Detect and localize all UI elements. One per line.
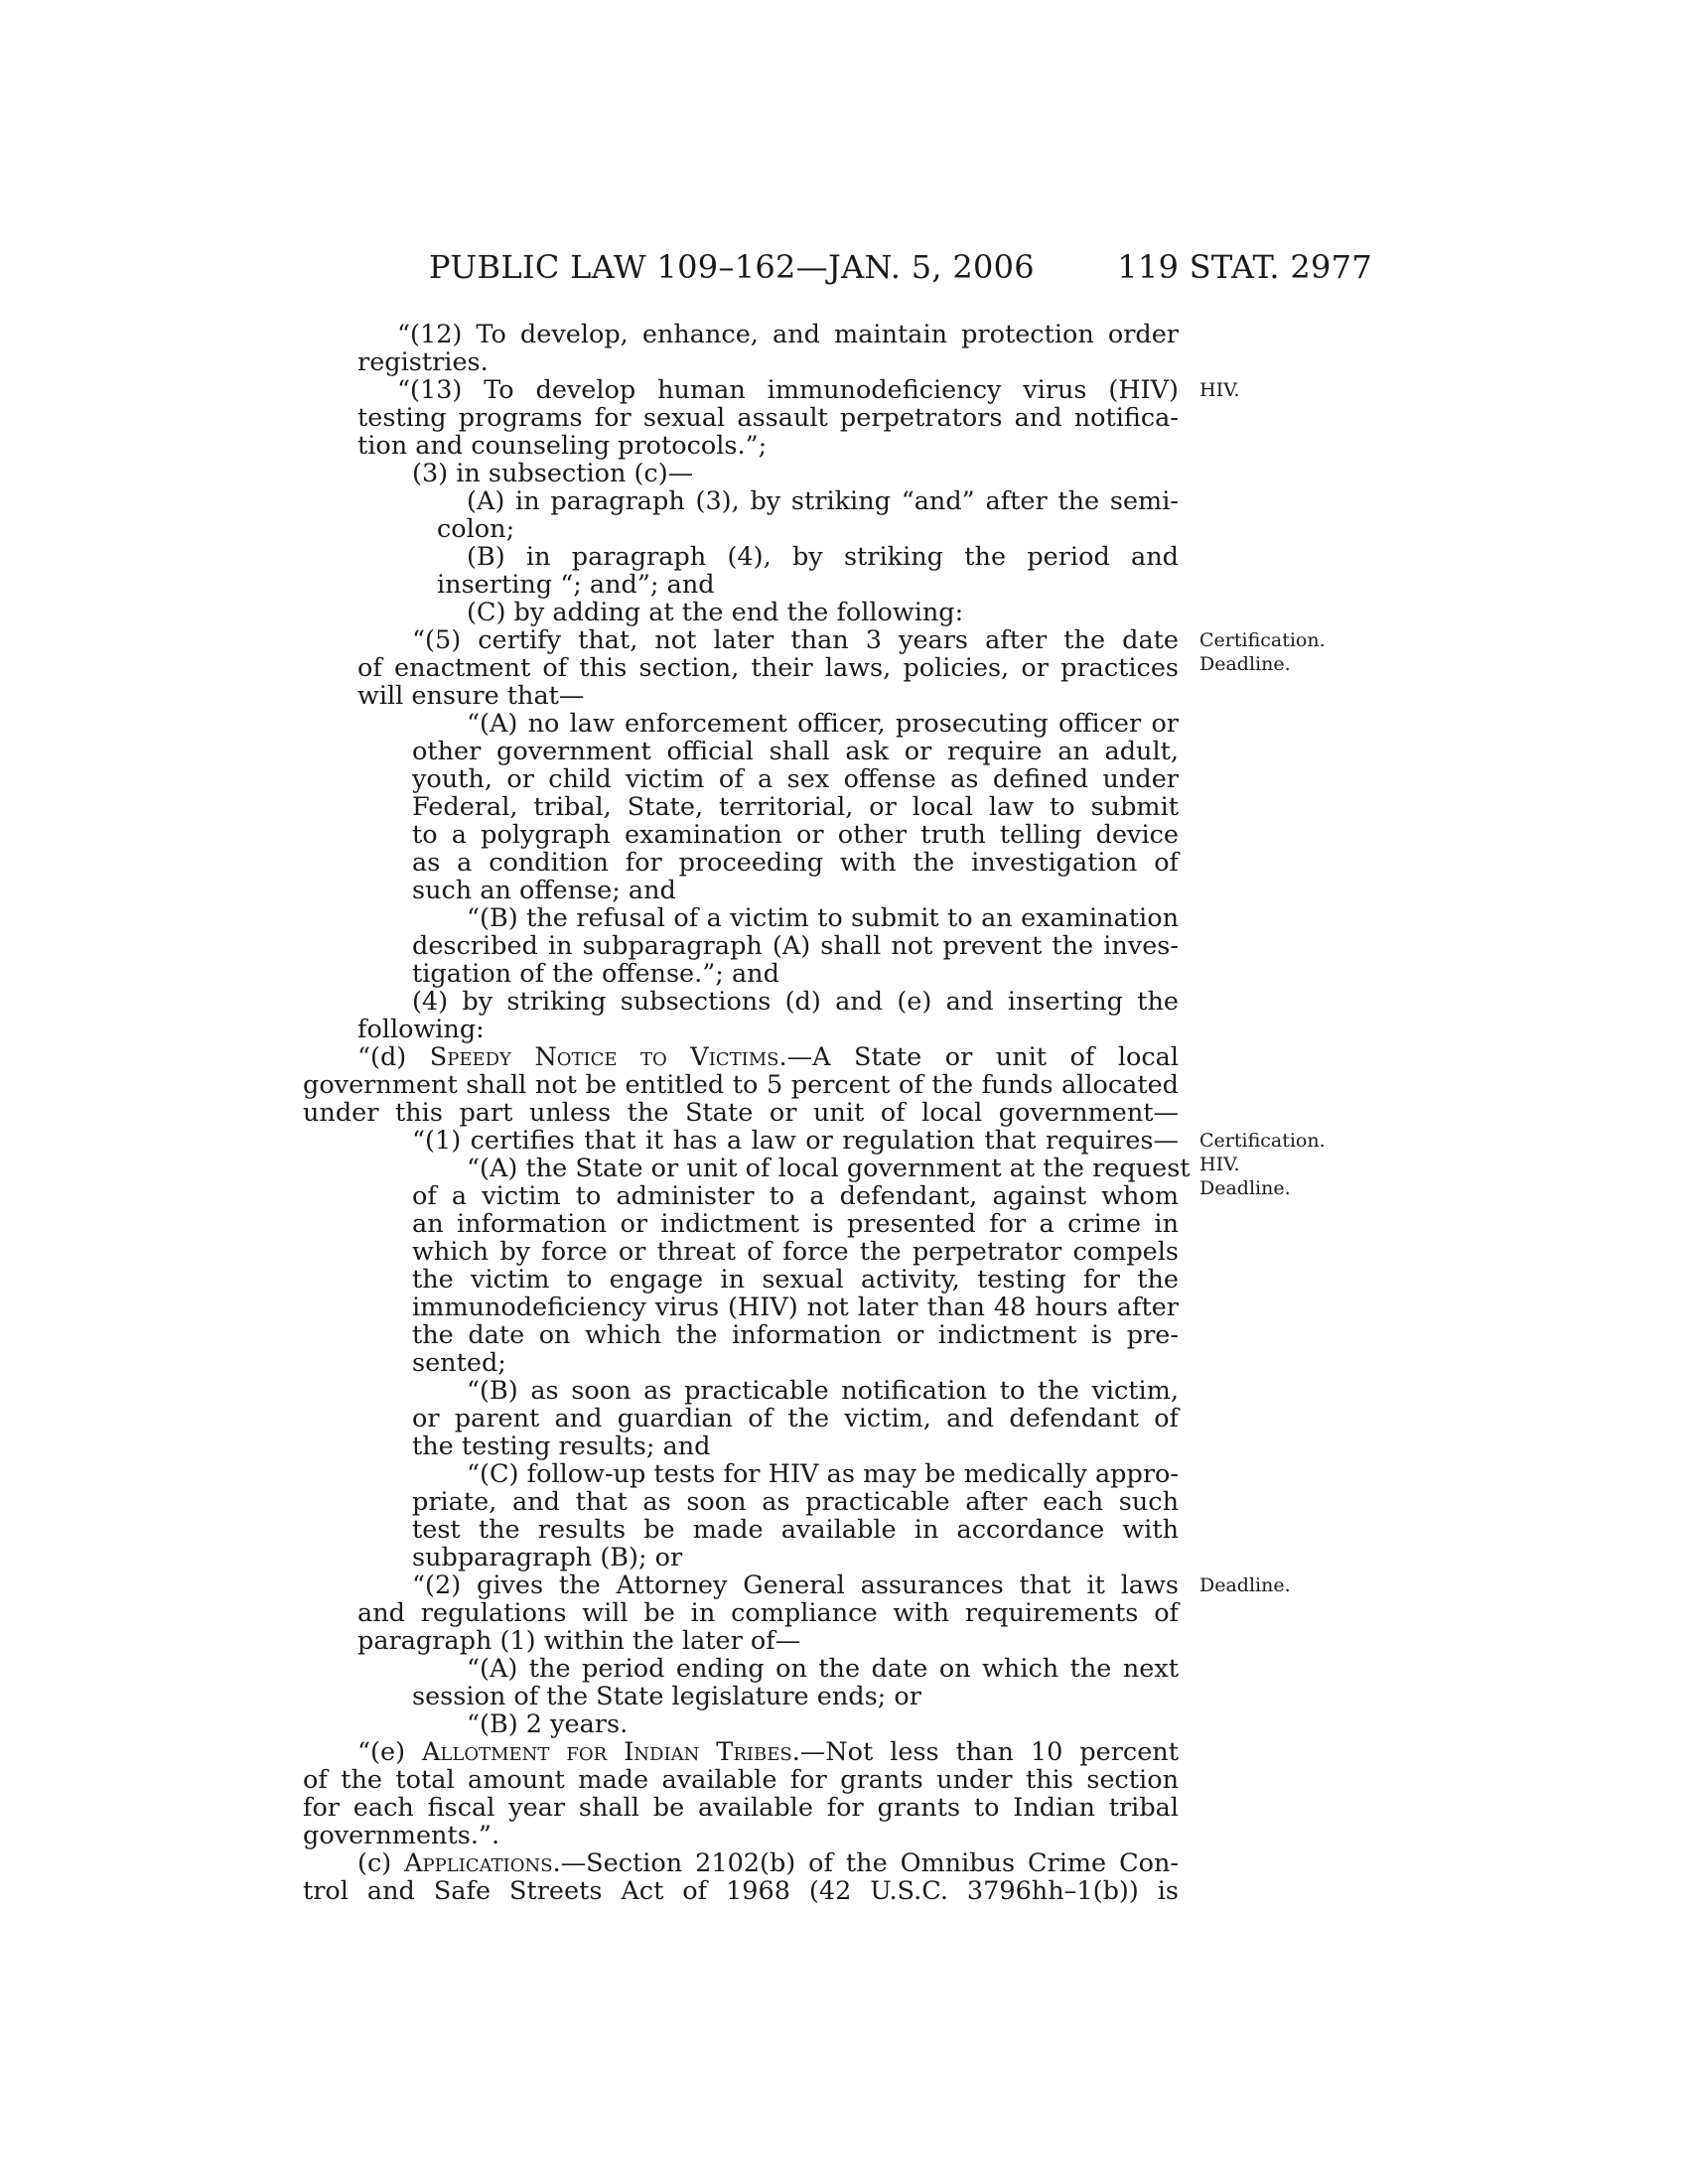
text-line: to a polygraph examination or other truth telling device (412, 820, 1179, 850)
text-line: (4) by striking subsections (d) and (e) and inserting the (412, 987, 1179, 1017)
text-line: “(2) gives the Attorney General assurances that it laws (412, 1570, 1179, 1600)
text-line: “(A) the period ending on the date on which the next (467, 1654, 1179, 1684)
margin-note-hiv: HIV. (1199, 379, 1240, 401)
text-line: sented; (412, 1348, 506, 1378)
text-line (357, 1738, 1179, 1766)
text-line: immunodeficiency virus (HIV) not later than 48 hours after (412, 1293, 1179, 1322)
subsection-heading: Speedy Notice to Victims (429, 1042, 779, 1072)
text-line: registries. (357, 347, 489, 377)
text-line: colon; (437, 514, 515, 544)
margin-note-certification: Certification. (1199, 1130, 1326, 1152)
text-line: subparagraph (B); or (412, 1543, 683, 1572)
text-line: such an offense; and (412, 876, 676, 905)
text-line: under this part unless the State or unit of local government— (303, 1098, 1179, 1128)
text-line: of the total amount made available for grants under this section (303, 1765, 1179, 1795)
text-line: “(13) To develop human immunodeficiency virus (HIV) (397, 375, 1179, 405)
text-line: “(B) as soon as practicable notification to the victim, (467, 1376, 1179, 1406)
margin-note-hiv: HIV. (1199, 1154, 1240, 1175)
text-line: other government official shall ask or require an adult, (412, 737, 1179, 766)
text-line: as a condition for proceeding with the investigation of (412, 848, 1179, 878)
text-line: testing programs for sexual assault perpetrators and notifica- (357, 403, 1179, 433)
text-line: tigation of the offense.”; and (412, 959, 779, 989)
text-line: “(C) follow-up tests for HIV as may be medically appro- (467, 1459, 1179, 1489)
text-run: .—Not less than 10 percent (791, 1737, 1179, 1767)
text-line: “(B) 2 years. (467, 1709, 629, 1739)
text-line: youth, or child victim of a sex offense as defined under (412, 764, 1179, 794)
text-line: the date on which the information or indictment is pre- (412, 1320, 1179, 1350)
header-stat-page: 119 STAT. 2977 (1117, 248, 1372, 286)
margin-note-deadline: Deadline. (1199, 1574, 1291, 1596)
text-run: “(d) (357, 1042, 430, 1072)
subsection-heading: Applications (404, 1848, 553, 1878)
text-line: an information or indictment is presented for a crime in (412, 1209, 1179, 1239)
text-run: “(e) (357, 1737, 423, 1767)
text-line: governments.”. (303, 1821, 500, 1850)
text-line: will ensure that— (357, 681, 585, 711)
text-line: of enactment of this section, their laws, policies, or practices (357, 653, 1179, 683)
text-line: “(5) certify that, not later than 3 years after the date (412, 625, 1179, 655)
header-title: PUBLIC LAW 109–162—JAN. 5, 2006 (429, 248, 1035, 286)
text-line: (B) in paragraph (4), by striking the period and (467, 542, 1179, 572)
text-line: of a victim to administer to a defendant, against whom (412, 1181, 1179, 1211)
text-line: trol and Safe Streets Act of 1968 (42 U.S.C. 3796hh–1(b)) is (303, 1876, 1179, 1906)
text-line: Federal, tribal, State, territorial, or local law to submit (412, 792, 1179, 822)
text-line: (C) by adding at the end the following: (467, 598, 964, 627)
text-line (357, 1849, 1179, 1877)
text-line: “(B) the refusal of a victim to submit to an examination (467, 903, 1179, 933)
text-line: paragraph (1) within the later of— (357, 1626, 801, 1656)
margin-note-deadline: Deadline. (1199, 1177, 1291, 1199)
text-line: “(12) To develop, enhance, and maintain protection order (397, 320, 1179, 349)
text-line: the victim to engage in sexual activity, testing for the (412, 1265, 1179, 1295)
text-line: and regulations will be in compliance with requirements of (357, 1598, 1179, 1628)
text-line: session of the State legislature ends; or (412, 1682, 921, 1711)
text-line: which by force or threat of force the perpetrator compels (412, 1237, 1179, 1267)
subsection-heading: Allotment for Indian Tribes (422, 1737, 792, 1767)
text-line: “(A) no law enforcement officer, prosecuting officer or (467, 709, 1179, 739)
margin-note-deadline: Deadline. (1199, 653, 1291, 675)
text-line: priate, and that as soon as practicable after each such (412, 1487, 1179, 1517)
text-line: (A) in paragraph (3), by striking “and” after the semi- (467, 486, 1179, 516)
text-run: .—A State or unit of local (778, 1042, 1179, 1072)
margin-note-certification: Certification. (1199, 629, 1326, 651)
text-line: “(1) certifies that it has a law or regulation that requires— (412, 1126, 1179, 1156)
text-line: described in subparagraph (A) shall not prevent the inves- (412, 931, 1179, 961)
text-line: for each fiscal year shall be available for grants to Indian tribal (303, 1793, 1179, 1823)
text-line: inserting “; and”; and (437, 570, 715, 600)
text-line: or parent and guardian of the victim, and defendant of (412, 1404, 1179, 1433)
text-run: (c) (357, 1848, 405, 1878)
text-line: the testing results; and (412, 1432, 711, 1461)
text-line: test the results be made available in accordance with (412, 1515, 1179, 1545)
text-line (357, 1043, 1179, 1071)
text-line: following: (357, 1015, 485, 1044)
text-line: (3) in subsection (c)— (412, 459, 694, 488)
text-line: “(A) the State or unit of local government at the request (467, 1154, 1191, 1183)
text-line: government shall not be entitled to 5 percent of the funds allocated (303, 1070, 1179, 1100)
text-line: tion and counseling protocols.”; (357, 431, 768, 461)
text-run: .—Section 2102(b) of the Omnibus Crime Con- (552, 1848, 1179, 1878)
